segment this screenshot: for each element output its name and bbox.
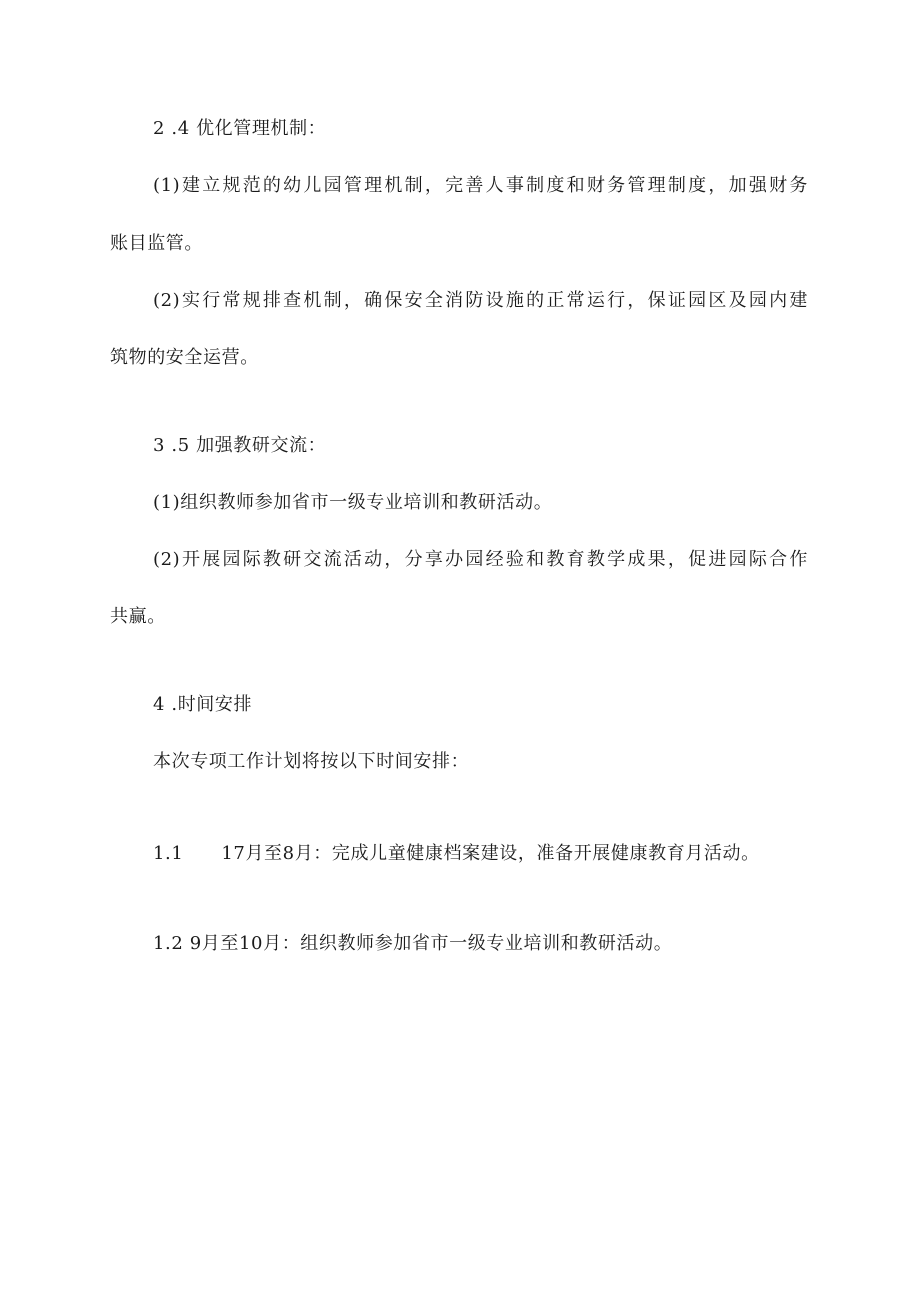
section-3-5-item-1: (1)组织教师参加省市一级专业培训和教研活动。: [153, 492, 553, 513]
section-2-4-item-2-line-2: 筑物的安全运营。: [110, 347, 259, 368]
section-2-4-item-1-line-1: (1)建立规范的幼儿园管理机制，完善人事制度和财务管理制度，加强财务: [153, 175, 808, 196]
section-3-5-item-2-line-2: 共赢。: [110, 606, 166, 627]
section-2-4-item-2-line-1: (2)实行常规排查机制，确保安全消防设施的正常运行，保证园区及园内建: [153, 290, 808, 311]
schedule-item-1: 1.1 17月至8月：完成儿童健康档案建设，准备开展健康教育月活动。: [153, 843, 760, 864]
section-4-heading: 4 .时间安排: [153, 694, 253, 715]
section-2-4-item-1-line-2: 账目监管。: [110, 233, 203, 254]
schedule-item-2: 1.2 9月至10月：组织教师参加省市一级专业培训和教研活动。: [153, 933, 673, 954]
section-3-5-heading: 3 .5 加强教研交流：: [153, 435, 327, 456]
section-2-4-heading: 2 .4 优化管理机制：: [153, 118, 327, 139]
section-4-intro: 本次专项工作计划将按以下时间安排：: [153, 751, 470, 772]
section-3-5-item-2-line-1: (2)开展园际教研交流活动，分享办园经验和教育教学成果，促进园际合作: [153, 549, 808, 570]
